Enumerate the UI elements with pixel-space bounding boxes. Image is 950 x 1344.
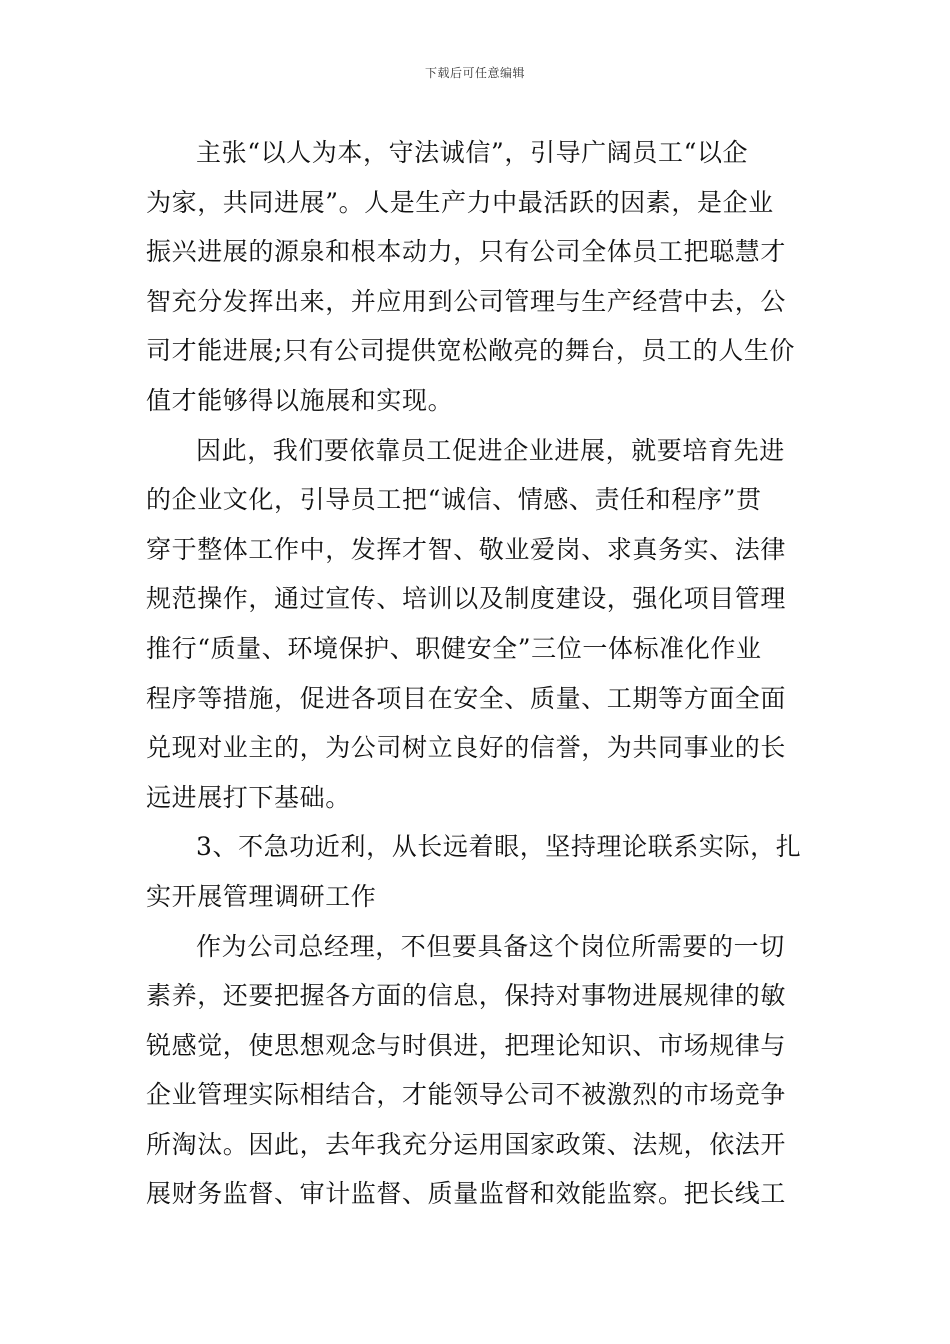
text-line: 穿于整体工作中，发挥才智、敬业爱岗、求真务实、法律 bbox=[146, 534, 787, 564]
text-line: 的企业文化，引导员工把“诚信、情感、责任和程序”贯 bbox=[146, 485, 762, 515]
text-line: 为家，共同进展”。人是生产力中最活跃的因素，是企业 bbox=[146, 187, 774, 217]
text-line: 素养，还要把握各方面的信息，保持对事物进展规律的敏 bbox=[146, 981, 787, 1011]
text-line: 因此，我们要依靠员工促进企业进展，就要培育先进 bbox=[196, 435, 785, 465]
text-line: 所淘汰。因此，去年我充分运用国家政策、法规，依法开 bbox=[146, 1129, 787, 1159]
text-line: 程序等措施，促进各项目在安全、质量、工期等方面全面 bbox=[146, 683, 787, 713]
text-line: 实开展管理调研工作 bbox=[146, 881, 377, 911]
text-line: 规范操作，通过宣传、培训以及制度建设，强化项目管理 bbox=[146, 584, 787, 614]
text-line: 3、不急功近利，从长远着眼，坚持理论联系实际，扎 bbox=[196, 832, 802, 862]
text-line: 振兴进展的源泉和根本动力，只有公司全体员工把聪慧才 bbox=[146, 237, 787, 267]
text-line: 主张“以人为本，守法诚信”，引导广阔员工“以企 bbox=[196, 138, 749, 167]
text-line: 智充分发挥出来，并应用到公司管理与生产经营中去，公 bbox=[146, 286, 787, 316]
text-line: 锐感觉，使思想观念与时俱进，把理论知识、市场规律与 bbox=[146, 1030, 787, 1060]
text-line: 企业管理实际相结合，才能领导公司不被激烈的市场竞争 bbox=[146, 1080, 787, 1110]
page-header: 下载后可任意编辑 bbox=[424, 66, 525, 80]
text-line: 司才能进展;只有公司提供宽松敞亮的舞台，员工的人生价 bbox=[146, 336, 796, 366]
text-line: 作为公司总经理，不但要具备这个岗位所需要的一切 bbox=[196, 931, 785, 961]
document-body bbox=[146, 128, 808, 1219]
text-line: 兑现对业主的，为公司树立良好的信誉，为共同事业的长 bbox=[146, 733, 787, 763]
text-line: 值才能够得以施展和实现。 bbox=[146, 385, 454, 415]
text-line: 远进展打下基础。 bbox=[146, 782, 351, 812]
text-line: 推行“质量、环境保护、职健安全”三位一体标准化作业 bbox=[146, 633, 762, 663]
text-line: 展财务监督、审计监督、质量监督和效能监察。把长线工 bbox=[146, 1179, 787, 1209]
